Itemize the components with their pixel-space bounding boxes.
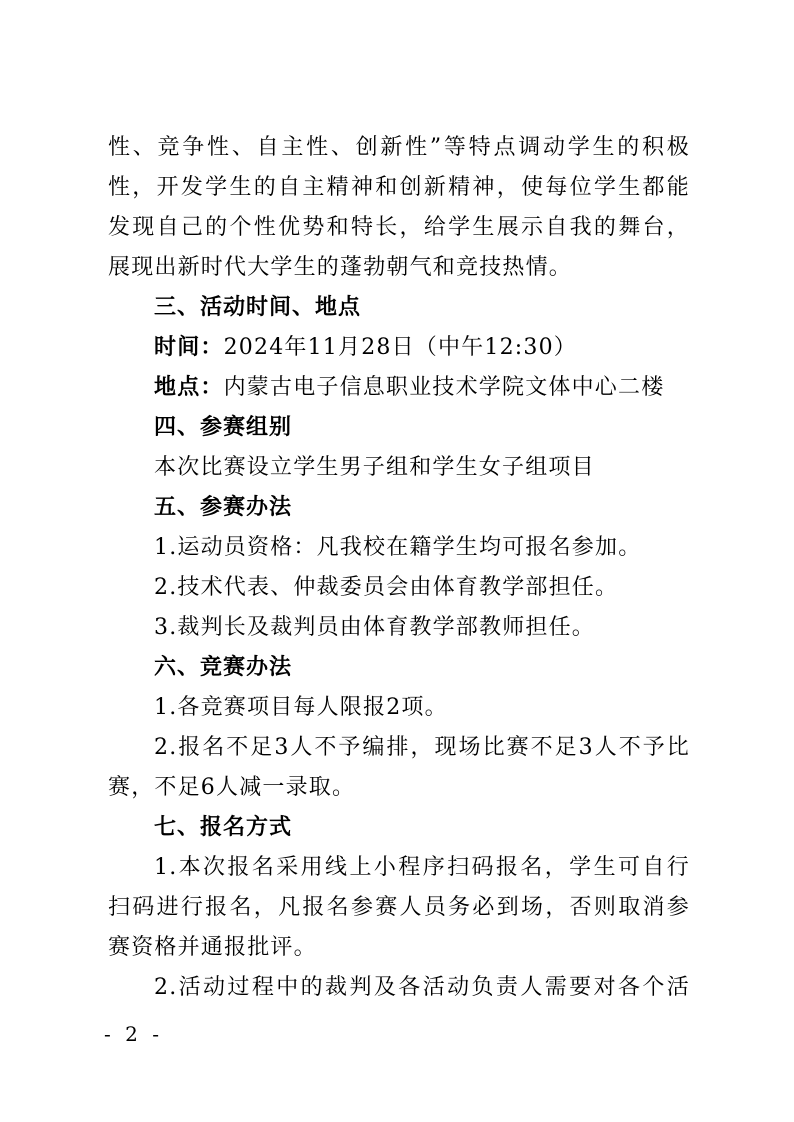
- section-3-heading: 三、活动时间、地点: [154, 295, 362, 320]
- place-value: 内蒙古电子信息职业技术学院文体中心二楼: [223, 375, 665, 400]
- section-5-item-2: 2.技术代表、仲裁委员会由体育教学部担任。: [154, 575, 619, 600]
- section-6-item-2-line-1: 2.报名不足3人不予编排，现场比赛不足3人不予比: [154, 735, 690, 760]
- page-number: - 2 -: [104, 1022, 163, 1046]
- section-5-item-3: 3.裁判长及裁判员由体育教学部教师担任。: [154, 615, 595, 640]
- time-value: 2024年11月28日（中午12:30）: [223, 335, 577, 360]
- objective-line-1: 性、竞争性、自主性、创新性”等特点调动学生的积极: [108, 135, 690, 160]
- section-5-heading: 五、参赛办法: [154, 495, 293, 520]
- place-line: [108, 368, 690, 408]
- document-page: [108, 128, 690, 1008]
- objective-line-2: 性，开发学生的自主精神和创新精神，使每位学生都能: [108, 175, 690, 200]
- place-label: 地点：: [154, 375, 224, 400]
- section-7-heading: 七、报名方式: [154, 815, 293, 840]
- section-7-item-1-line-2: 扫码进行报名，凡报名参赛人员务必到场，否则取消参: [108, 895, 690, 920]
- section-6-item-1: 1.各竞赛项目每人限报2项。: [154, 695, 448, 720]
- section-7-item-2-line-1: 2.活动过程中的裁判及各活动负责人需要对各个活: [154, 975, 690, 1000]
- section-6-item-2-line-2: 赛，不足6人减一录取。: [108, 775, 356, 800]
- section-6-heading: 六、竞赛办法: [154, 655, 293, 680]
- section-7-item-1-line-3: 赛资格并通报批评。: [108, 935, 317, 960]
- section-7-item-1-line-1: 1.本次报名采用线上小程序扫码报名，学生可自行: [154, 855, 690, 880]
- objective-line-4: 展现出新时代大学生的蓬勃朝气和竞技热情。: [108, 255, 573, 280]
- section-4-text: 本次比赛设立学生男子组和学生女子组项目: [154, 455, 595, 480]
- objective-line-3: 发现自己的个性优势和特长，给学生展示自我的舞台，: [108, 215, 690, 240]
- time-line: [108, 328, 690, 368]
- time-label: 时间：: [154, 335, 224, 360]
- section-4-heading: 四、参赛组别: [154, 415, 293, 440]
- section-5-item-1: 1.运动员资格：凡我校在籍学生均可报名参加。: [154, 535, 642, 560]
